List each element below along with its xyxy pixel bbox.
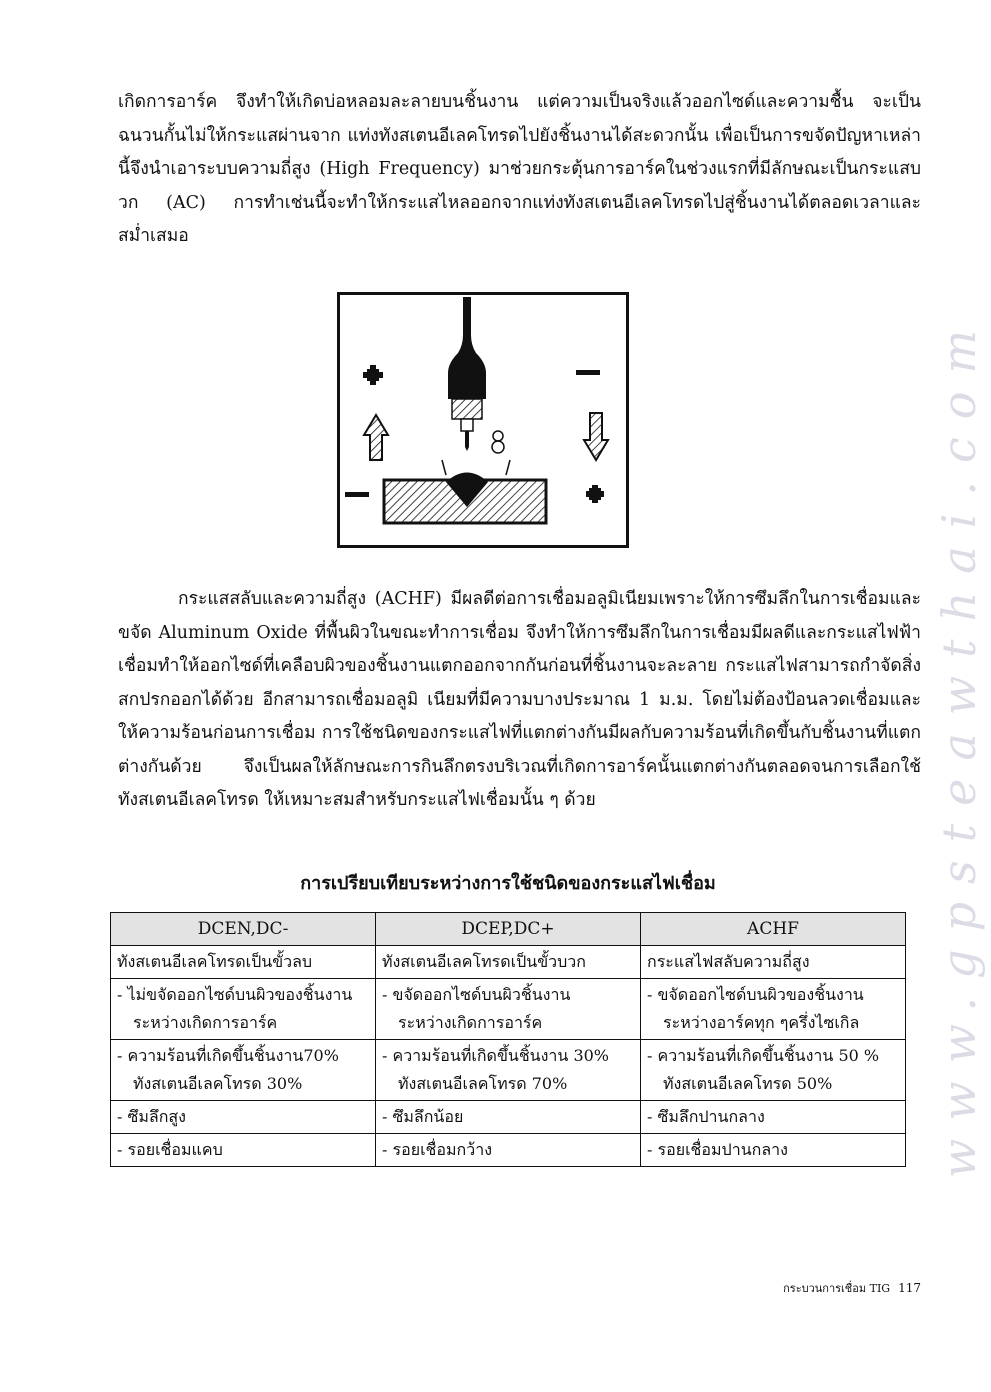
cell-text: ทังสเตนอีเลคโทรดเป็นขั้วบวก <box>382 952 586 971</box>
plus-icon <box>586 485 604 503</box>
table-cell <box>376 979 641 1040</box>
table-cell <box>641 1134 906 1167</box>
table-cell <box>641 979 906 1040</box>
cell-text: - ซึมลึกสูง <box>117 1107 186 1126</box>
header-dcen: DCEN,DC- <box>111 913 376 946</box>
cell-text: ระหว่างเกิดการอาร์ค <box>398 1013 543 1032</box>
cell-text: - รอยเชื่อมกว้าง <box>382 1140 493 1159</box>
cell-text: ระหว่างอาร์คทุก ๆครึ่งไซเกิล <box>663 1013 860 1032</box>
table-row <box>111 946 906 979</box>
intro-paragraph: เกิดการอาร์ค จึงทำให้เกิดบ่อหลอมละลายบนชิ้นงาน แต่ความเป็นจริงแล้วออกไซด์และความชื้น จะเป็นฉนวนกั้นไม่ให้กระแสผ่านจาก แท่งทังสเตนอีเลคโทรดไปยังชิ้นงานได้สะดวกนั้น เพื่อเป็นการขจัดปัญหาเหล่านี้จึงนำเอาระบบความถี่สูง (High Frequency) มาช่วยกระตุ้นการอาร์คในช่วงแรกที่มีลักษณะเป็นกระแสบวก (AC) การทำเช่นนี้จะทำให้กระแสไหลออกจากแท่งทังสเตนอีเลคโทรดไปสู่ชิ้นงานได้ตลอดเวลาและสม่ำเสมอ <box>118 92 921 246</box>
current-comparison-table <box>110 912 906 1167</box>
table-cell <box>111 1040 376 1101</box>
table-cell <box>111 1134 376 1167</box>
header-achf: ACHF <box>641 913 906 946</box>
workpiece-icon <box>384 473 546 524</box>
cell-text: - รอยเชื่อมแคบ <box>117 1140 223 1159</box>
page-footer <box>783 1279 921 1297</box>
arrow-down-icon <box>584 413 608 460</box>
table-cell <box>641 1101 906 1134</box>
table-cell <box>376 1134 641 1167</box>
table-header-row <box>111 913 906 946</box>
cell-text: ทังสเตนอีเลคโทรด 50% <box>663 1074 833 1093</box>
table-row <box>111 1040 906 1101</box>
cell-text: กระแสไฟสลับความถี่สูง <box>647 952 810 971</box>
table-cell <box>111 946 376 979</box>
table-cell <box>111 1101 376 1134</box>
cell-text: - รอยเชื่อมปานกลาง <box>647 1140 788 1159</box>
table-cell <box>641 1040 906 1101</box>
table-cell <box>376 1101 641 1134</box>
plus-icon <box>363 365 383 385</box>
table-row <box>111 1101 906 1134</box>
cell-text: - ซึมลึกน้อย <box>382 1107 464 1126</box>
cell-text: - ความร้อนที่เกิดขึ้นชิ้นงาน70% <box>117 1046 339 1065</box>
cell-text: - ไม่ขจัดออกไซด์บนผิวของชิ้นงาน <box>117 985 353 1004</box>
table-title: การเปรียบเทียบระหว่างการใช้ชนิดของกระแสไฟเชื่อม <box>300 873 716 894</box>
cell-text: ทังสเตนอีเลคโทรด 70% <box>398 1074 568 1093</box>
cell-text: - ขจัดออกไซด์บนผิวชิ้นงาน <box>382 985 571 1004</box>
cell-text: - ความร้อนที่เกิดขึ้นชิ้นงาน 30% <box>382 1046 609 1065</box>
cell-text: ทังสเตนอีเลคโทรดเป็นขั้วลบ <box>117 952 313 971</box>
table-row <box>111 1134 906 1167</box>
cell-text: ทังสเตนอีเลคโทรด 30% <box>133 1074 303 1093</box>
table-row <box>111 979 906 1040</box>
page-number: 117 <box>898 1281 921 1295</box>
watermark-text: www.gpsteawthai.com <box>932 311 986 1179</box>
footer-book-title: กระบวนการเชื่อม TIG <box>783 1282 891 1295</box>
cell-text: - ซึมลึกปานกลาง <box>647 1107 765 1126</box>
table-cell <box>376 1040 641 1101</box>
minus-icon <box>345 492 369 497</box>
torch-icon <box>442 297 510 475</box>
minus-icon <box>576 370 600 375</box>
table-cell <box>641 946 906 979</box>
achf-paragraph: กระแสสลับและความถี่สูง (ACHF) มีผลดีต่อการเชื่อมอลูมิเนียมเพราะให้การซึมลึกในการเชื่อมและขจัด Aluminum Oxide ที่พื้นผิวในขณะทำการเชื่อม จึงทำให้การซึมลึกในการเชื่อมมีผลดีและกระแสไฟฟ้าเชื่อมทำให้ออกไซด์ที่เคลือบผิวของชิ้นงานแตกออกจากกันก่อนที่ชิ้นงานจะละลาย กระแสไฟสามารถกำจัดสิ่งสกปรกออกได้ด้วย อีกสามารถเชื่อมอลูมิ เนียมที่มีความบางประมาณ 1 ม.ม. โดยไม่ต้องป้อนลวดเชื่อมและให้ความร้อนก่อนการเชื่อม การใช้ชนิดของกระแสไฟที่แตกต่างกันมีผลกับความร้อนที่เกิดขึ้นกับชิ้นงานที่แตกต่างกันด้วย จึงเป็นผลให้ลักษณะการกินลึกตรงบริเวณที่เกิดการอาร์คนั้นแตกต่างกันตลอดจนการเลือกใช้ทังสเตนอีเลคโทรด ให้เหมาะสมสำหรับกระแสไฟเชื่อมนั้น ๆ ด้วย <box>118 589 921 810</box>
cell-text: - ความร้อนที่เกิดขึ้นชิ้นงาน 50 % <box>647 1046 880 1065</box>
header-dcep: DCEP,DC+ <box>376 913 641 946</box>
achf-arc-figure <box>337 292 629 548</box>
table-cell <box>111 979 376 1040</box>
cell-text: ระหว่างเกิดการอาร์ค <box>133 1013 278 1032</box>
arrow-up-icon <box>364 415 388 460</box>
table-cell <box>376 946 641 979</box>
watermark <box>934 300 984 1190</box>
cell-text: - ขจัดออกไซด์บนผิวของชิ้นงาน <box>647 985 864 1004</box>
